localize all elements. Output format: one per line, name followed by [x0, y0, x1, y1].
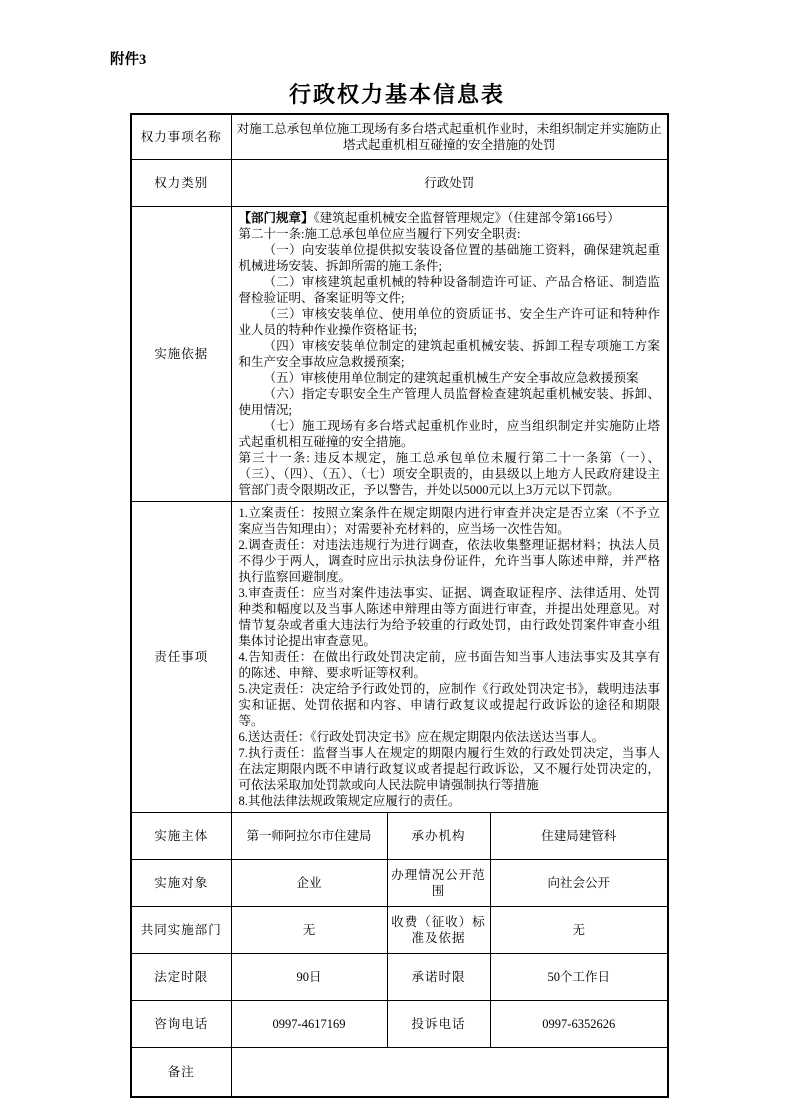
row-label: 责任事项	[131, 502, 231, 813]
row-value: 0997-6352626	[490, 1001, 668, 1048]
legal-text-paragraph: 5.决定责任：决定给予行政处罚的，应制作《行政处罚决定书》，载明违法事实和证据、处罚依据和内容、申请行政复议或提起行政诉讼的途径和期限等。	[238, 682, 660, 728]
row-label: 收费（征收）标准及依据	[387, 907, 490, 954]
legal-text-paragraph: 7.执行责任：监督当事人在规定的期限内履行生效的行政处罚决定，当事人在法定期限内既不申请行政复议或者提起行政诉讼，又不履行处罚决定的，可依法采取加处罚款或向人民法院申请强制执行等措施	[238, 746, 660, 792]
row-category	[131, 160, 668, 207]
row-label: 权力事项名称	[131, 114, 231, 160]
row-value: 无	[490, 907, 668, 954]
legal-text-paragraph: （一）向安装单位提供拟安装设备位置的基础施工资料，确保建筑起重机械进场安装、拆卸所需的施工条件;	[238, 243, 660, 273]
row-label: 承办机构	[387, 813, 490, 860]
row-value: 住建局建管科	[490, 813, 668, 860]
page-title: 行政权力基本信息表	[288, 82, 505, 107]
row-target	[131, 860, 668, 907]
row-label: 办理情况公开范围	[387, 860, 490, 907]
info-table	[130, 113, 669, 1098]
row-basis	[131, 207, 668, 502]
legal-text-paragraph: （七）施工现场有多台塔式起重机作业时，应当组织制定并实施防止塔式起重机相互碰撞的安全措施。	[238, 419, 660, 449]
row-label: 权力类别	[131, 160, 231, 207]
legal-text-paragraph: 【部门规章】《建筑起重机械安全监督管理规定》（住建部令第166号）	[238, 211, 620, 225]
row-label: 实施对象	[131, 860, 231, 907]
legal-text-paragraph: 8.其他法律法规政策规定应履行的责任。	[238, 794, 461, 808]
legal-text-paragraph: 第二十一条:施工总承包单位应当履行下列安全职责:	[238, 227, 521, 241]
row-label: 咨询电话	[131, 1001, 231, 1048]
row-value: 无	[231, 907, 387, 954]
legal-text-paragraph: （五）审核使用单位制定的建筑起重机械生产安全事故应急救援预案	[263, 371, 639, 385]
row-label: 实施主体	[131, 813, 231, 860]
legal-text-paragraph: 2.调查责任：对违法违规行为进行调查，依法收集整理证据材料；执法人员不得少于两人，调查时应出示执法身份证件，允许当事人陈述申辩，并严格执行监察回避制度。	[238, 538, 660, 584]
legal-text-paragraph: 3.审查责任：应当对案件违法事实、证据、调查取证程序、法律适用、处罚种类和幅度以及当事人陈述申辩理由等方面进行审查，并提出处理意见。对情节复杂或者重大违法行为给予较重的行政处罚，由行政处罚案件审查小组集体讨论提出审查意见。	[238, 586, 660, 648]
row-label: 法定时限	[131, 954, 231, 1001]
row-value: 0997-4617169	[231, 1001, 387, 1048]
row-implementing-body	[131, 813, 668, 860]
row-time-limit	[131, 954, 668, 1001]
row-value: 50个工作日	[490, 954, 668, 1001]
legal-text-paragraph: （六）指定专职安全生产管理人员监督检查建筑起重机械安装、拆卸、使用情况;	[238, 387, 660, 417]
legal-text-paragraph: （二）审核建筑起重机械的特种设备制造许可证、产品合格证、制造监督检验证明、备案证明等文件;	[238, 275, 660, 305]
legal-text-paragraph: 第三十一条: 违反本规定，施工总承包单位未履行第二十一条第（一）、（三）、（四）、（五）、（七）项安全职责的，由县级以上地方人民政府建设主管部门责令限期改正，予以警告，并处以5000元以上3万元以下罚款。	[238, 451, 660, 497]
row-remarks	[131, 1048, 668, 1098]
row-value: 企业	[231, 860, 387, 907]
row-phones	[131, 1001, 668, 1048]
row-value: 行政处罚	[231, 160, 668, 207]
legal-basis-text	[231, 207, 668, 502]
row-value: 90日	[231, 954, 387, 1001]
row-joint-departments	[131, 907, 668, 954]
row-label: 承诺时限	[387, 954, 490, 1001]
row-value	[231, 1048, 668, 1098]
row-label: 实施依据	[131, 207, 231, 502]
legal-text-paragraph: 4.告知责任：在做出行政处罚决定前，应书面告知当事人违法事实及其享有的陈述、申辩、要求听证等权利。	[238, 650, 660, 680]
row-item-name	[131, 114, 668, 160]
row-duties	[131, 502, 668, 813]
attachment-label: 附件3	[110, 52, 147, 68]
row-value: 第一师阿拉尔市住建局	[231, 813, 387, 860]
legal-text-paragraph: （四）审核安装单位制定的建筑起重机械安装、拆卸工程专项施工方案和生产安全事故应急救援预案;	[238, 339, 660, 369]
row-label: 共同实施部门	[131, 907, 231, 954]
legal-text-paragraph: 6.送达责任：《行政处罚决定书》应在规定期限内依法送达当事人。	[238, 730, 605, 744]
legal-text-paragraph: （三）审核安装单位、使用单位的资质证书、安全生产许可证和特种作业人员的特种作业操作资格证书;	[238, 307, 660, 337]
row-value: 对施工总承包单位施工现场有多台塔式起重机作业时，未组织制定并实施防止塔式起重机相互碰撞的安全措施的处罚	[231, 114, 668, 160]
row-value: 向社会公开	[490, 860, 668, 907]
legal-text-paragraph: 1.立案责任：按照立案条件在规定期限内进行审查并决定是否立案（不予立案应当告知理由）；对需要补充材料的，应当场一次性告知。	[238, 506, 660, 536]
row-label: 备注	[131, 1048, 231, 1098]
duty-items-text	[231, 502, 668, 813]
row-label: 投诉电话	[387, 1001, 490, 1048]
